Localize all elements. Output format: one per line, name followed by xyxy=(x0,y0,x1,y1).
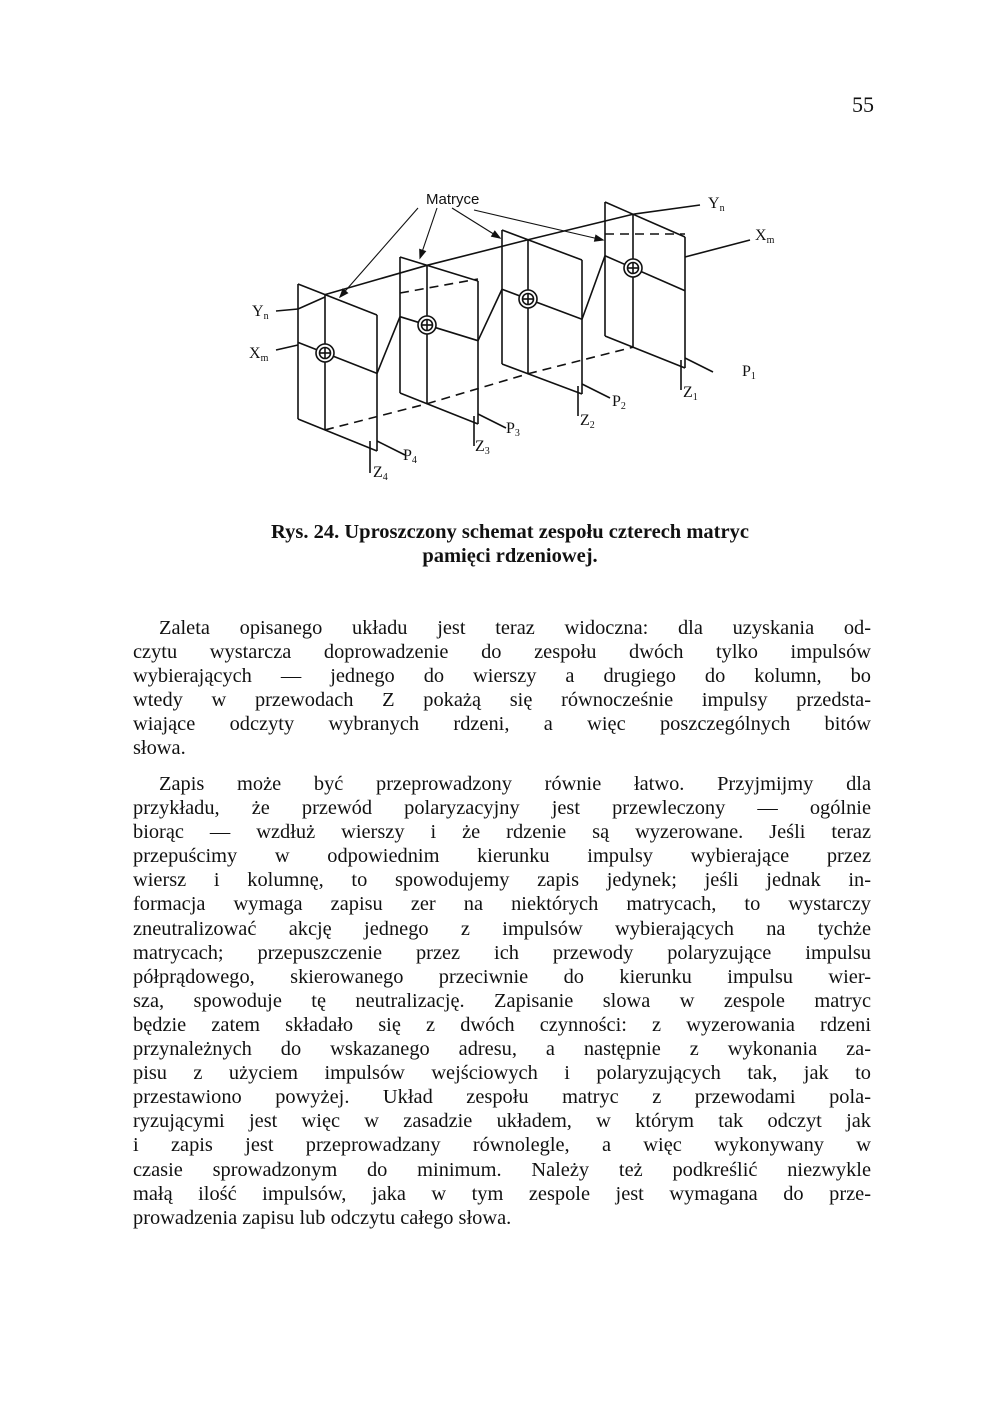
matrix-2-row-wire xyxy=(502,289,582,319)
label-p3: P3 xyxy=(506,420,520,439)
text-line: półprądowego, skierowanego przeciwnie do kierunku impulsu wier- xyxy=(133,965,871,988)
p-wire-2 xyxy=(582,384,610,398)
p-wire-1 xyxy=(685,358,713,372)
caption-line-1: Rys. 24. Uproszczony schemat zespołu czterech matryc xyxy=(271,521,749,543)
arrow-to-matrix-3-head xyxy=(420,249,426,258)
figure-core-memory-matrices xyxy=(0,0,1000,520)
text-line: wiersz i kolumnę, to spowodujemy zapis jedynek; jeśli jednak in- xyxy=(133,869,871,892)
yn-left-wire xyxy=(276,309,298,311)
label-z3: Z3 xyxy=(475,438,490,457)
label-z4: Z4 xyxy=(373,464,388,483)
text-line: przestawiono powyżej. Układ zespołu matryc z przewodami pola- xyxy=(133,1086,871,1109)
text-line: przepuścimy w odpowiednim kierunku impulsy wybierające przez xyxy=(133,845,871,868)
row-link-4-3 xyxy=(377,317,400,374)
matrices xyxy=(298,202,685,451)
text-line: zneutralizować akcję jednego z impulsów wybierających na tychże xyxy=(133,917,871,940)
text-line: czytu wystarcza doprowadzenie do zespołu dwóch tylko impulsów xyxy=(133,641,871,664)
text-line: i zapis jest przeprowadzany równolegle, a więc wykonywany w xyxy=(133,1134,871,1157)
row-link-2-1 xyxy=(582,256,605,320)
figure-diagram xyxy=(0,0,1000,520)
label-yn-left: Yn xyxy=(252,303,269,322)
label-z2: Z2 xyxy=(580,412,595,431)
column-top-link-4-3 xyxy=(325,265,427,294)
matrix-1-top-edge xyxy=(605,202,685,237)
column-top-link-3-2 xyxy=(427,240,528,266)
text-line: formacja wymaga zapisu zer na niektórych matrycach, to wystarczy xyxy=(133,893,871,916)
matrix-3-row-wire xyxy=(400,317,478,341)
column-bottom-link-2-1 xyxy=(528,347,633,374)
text-line: przykładu, że przewód polaryzacyjny jest przewleczony — ogólnie xyxy=(133,797,871,820)
text-line: ryzującymi jest więc w zasadzie układem, w którym tak odczyt jak xyxy=(133,1110,871,1133)
text-line: wybierających — jednego do wierszy a drugiego do kolumn, bo xyxy=(133,665,871,688)
paragraph-2 xyxy=(133,772,871,1230)
matrix-4-row-wire xyxy=(298,342,377,373)
matrix-3-dashed-row xyxy=(400,279,478,293)
caption-line-2: pamięci rdzeniowej. xyxy=(422,545,598,567)
text-line: Zaleta opisanego układu jest teraz widoczna: dla uzyskania od- xyxy=(159,617,871,639)
matrix-2-bottom-edge xyxy=(502,364,582,394)
label-z1: Z1 xyxy=(683,384,698,403)
text-line: czasie sprowadzonym do minimum. Należy też podkreślić niezwykle xyxy=(133,1158,871,1181)
matrix-1-row-wire xyxy=(605,256,685,291)
text-line: małą ilość impulsów, jaka w tym zespole jest wymagana do prze- xyxy=(133,1182,871,1205)
column-bottom-link-4-3 xyxy=(325,404,427,430)
text-line: prowadzenia zapisu lub odczytu całego słowa. xyxy=(133,1206,512,1229)
text-line: biorąc — wzdłuż wierszy i że rdzenie są wyzerowane. Jeśli teraz xyxy=(133,821,871,844)
label-p1: P1 xyxy=(742,363,756,382)
arrow-to-matrix-1-head xyxy=(595,235,603,241)
label-matryce: Matryce xyxy=(426,191,480,208)
xm-left-wire xyxy=(276,345,298,350)
label-p4: P4 xyxy=(403,447,417,466)
paragraph-1 xyxy=(133,616,871,761)
arrow-to-matrix-4 xyxy=(340,208,418,297)
text-line: sza, spowoduje tę neutralizację. Zapisanie slowa w zespole matryc xyxy=(133,989,871,1012)
arrow-to-matrix-2-head xyxy=(492,231,500,238)
p-wire-3 xyxy=(478,414,506,428)
text-line: matrycach; przepuszczenie przez ich przewody polaryzujące impulsu xyxy=(133,941,871,964)
xm-right-wire xyxy=(685,240,750,257)
text-line: słowa. xyxy=(133,737,186,760)
label-p2: P2 xyxy=(612,393,626,412)
text-line: wtedy w przewodach Z pokażą się równocześnie impulsy przedsta- xyxy=(133,689,871,712)
figure-caption xyxy=(180,520,840,568)
text-line: będzie zatem składało się z dwóch czynności: z wyzerowania rdzeni xyxy=(133,1013,871,1036)
label-yn-right: Yn xyxy=(708,195,725,214)
matrix-2-top-edge xyxy=(502,230,582,260)
text-line: Zapis może być przeprowadzony równie łatwo. Przyjmijmy dla xyxy=(159,773,871,795)
row-link-3-2 xyxy=(478,289,502,340)
yn-left-wire-in xyxy=(298,297,325,309)
text-line: wiające odczyty wybranych rdzeni, a więc poszczególnych bitów xyxy=(133,713,871,736)
label-xm-right: Xm xyxy=(755,227,775,246)
column-top-link-2-1 xyxy=(528,214,633,240)
label-xm-left: Xm xyxy=(249,345,269,364)
page-number: 55 xyxy=(852,92,874,117)
text-line: przynależnych do wskazanego adresu, a następnie z wykonania za- xyxy=(133,1038,871,1061)
matrix-4-top-edge xyxy=(298,284,377,315)
text-line: pisu z użyciem impulsów wejściowych i polaryzujących tak, jak to xyxy=(133,1062,871,1085)
matrix-4-bottom-edge xyxy=(298,419,377,451)
p-wire-4 xyxy=(377,441,405,455)
yn-right-wire xyxy=(633,205,700,214)
matrix-3-bottom-edge xyxy=(400,393,478,424)
